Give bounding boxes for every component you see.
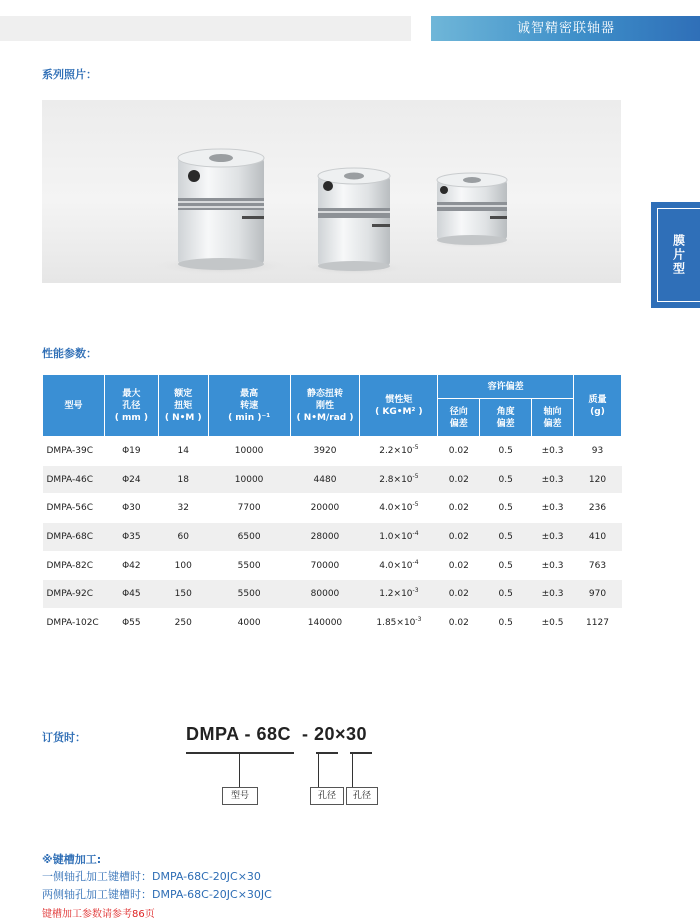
box-model: 型号 bbox=[222, 787, 258, 805]
cell-axial: ±0.3 bbox=[532, 494, 574, 523]
cell-radial: 0.02 bbox=[438, 609, 480, 638]
connector-model bbox=[239, 752, 240, 787]
th-torque: 额定 扭矩 ( N•M ) bbox=[158, 375, 208, 437]
cell-bore: Φ55 bbox=[104, 609, 158, 638]
keyway-line-one-side: 一侧轴孔加工键槽时：DMPA-68C-20JC×30 bbox=[42, 870, 261, 883]
table-row bbox=[43, 494, 622, 523]
cell-stiffness: 70000 bbox=[290, 551, 360, 580]
cell-model: DMPA-56C bbox=[43, 494, 105, 523]
connector-bore1 bbox=[318, 752, 319, 787]
cell-mass: 763 bbox=[574, 551, 622, 580]
cell-mass: 236 bbox=[574, 494, 622, 523]
underline-model bbox=[186, 752, 294, 754]
keyway-line-two-side: 两侧轴孔加工键槽时：DMPA-68C-20JC×30JC bbox=[42, 888, 272, 901]
th-inertia: 惯性矩 ( KG•M² ) bbox=[360, 375, 438, 437]
cell-speed: 10000 bbox=[208, 465, 290, 494]
cell-model: DMPA-92C bbox=[43, 580, 105, 609]
th-bore: 最大 孔径 ( mm ) bbox=[104, 375, 158, 437]
cell-inertia: $1.85\times 10^{-3}$ bbox=[360, 609, 438, 638]
cell-bore: Φ45 bbox=[104, 580, 158, 609]
cell-torque: 100 bbox=[158, 551, 208, 580]
table-row bbox=[43, 523, 622, 552]
cell-inertia: $1.0\times 10^{-4}$ bbox=[360, 523, 438, 552]
cell-axial: ±0.3 bbox=[532, 465, 574, 494]
cell-axial: ±0.3 bbox=[532, 437, 574, 466]
cell-radial: 0.02 bbox=[438, 494, 480, 523]
cell-inertia: $4.0\times 10^{-5}$ bbox=[360, 494, 438, 523]
order-code: DMPA - 68C - 20×30 bbox=[186, 724, 368, 744]
cell-angular: 0.5 bbox=[480, 494, 532, 523]
coupling-illustration bbox=[42, 100, 621, 283]
cell-model: DMPA-46C bbox=[43, 465, 105, 494]
th-stiffness: 静态扭转 刚性 ( N•M/rad ) bbox=[290, 375, 360, 437]
th-speed: 最高 转速 ( min )⁻¹ bbox=[208, 375, 290, 437]
keyway-title: ※键槽加工: bbox=[42, 853, 102, 866]
cell-axial: ±0.3 bbox=[532, 551, 574, 580]
cell-model: DMPA-102C bbox=[43, 609, 105, 638]
cell-radial: 0.02 bbox=[438, 580, 480, 609]
cell-speed: 6500 bbox=[208, 523, 290, 552]
cell-torque: 60 bbox=[158, 523, 208, 552]
cell-speed: 7700 bbox=[208, 494, 290, 523]
cell-speed: 10000 bbox=[208, 437, 290, 466]
coupling-medium bbox=[318, 168, 390, 271]
cell-angular: 0.5 bbox=[480, 551, 532, 580]
header-title-bar bbox=[431, 16, 700, 41]
cell-axial: ±0.3 bbox=[532, 580, 574, 609]
cell-angular: 0.5 bbox=[480, 580, 532, 609]
connector-bore2 bbox=[352, 752, 353, 787]
cell-inertia: $2.8\times 10^{-5}$ bbox=[360, 465, 438, 494]
cell-inertia: $2.2\times 10^{-5}$ bbox=[360, 437, 438, 466]
side-tab-label: 膜片型 bbox=[657, 208, 700, 302]
cell-axial: ±0.5 bbox=[532, 609, 574, 638]
cell-stiffness: 140000 bbox=[290, 609, 360, 638]
table-row bbox=[43, 551, 622, 580]
table-row bbox=[43, 580, 622, 609]
cell-stiffness: 80000 bbox=[290, 580, 360, 609]
cell-inertia: $1.2\times 10^{-3}$ bbox=[360, 580, 438, 609]
cell-torque: 250 bbox=[158, 609, 208, 638]
underline-bore1 bbox=[316, 752, 338, 754]
keyway-note: 键槽加工参数请参考86页 bbox=[42, 909, 155, 919]
cell-bore: Φ19 bbox=[104, 437, 158, 466]
cell-stiffness: 4480 bbox=[290, 465, 360, 494]
product-photo bbox=[42, 100, 621, 283]
cell-stiffness: 3920 bbox=[290, 437, 360, 466]
th-axial: 轴向 偏差 bbox=[532, 399, 574, 437]
cell-axial: ±0.3 bbox=[532, 523, 574, 552]
cell-radial: 0.02 bbox=[438, 465, 480, 494]
cell-angular: 0.5 bbox=[480, 465, 532, 494]
cell-bore: Φ30 bbox=[104, 494, 158, 523]
cell-inertia: $4.0\times 10^{-4}$ bbox=[360, 551, 438, 580]
cell-stiffness: 28000 bbox=[290, 523, 360, 552]
performance-label: 性能参数： bbox=[42, 347, 97, 360]
cell-stiffness: 20000 bbox=[290, 494, 360, 523]
header-title: 诚智精密联轴器 bbox=[517, 21, 616, 36]
cell-torque: 150 bbox=[158, 580, 208, 609]
box-bore1: 孔径 bbox=[310, 787, 344, 805]
cell-torque: 32 bbox=[158, 494, 208, 523]
cell-mass: 970 bbox=[574, 580, 622, 609]
coupling-large bbox=[178, 149, 264, 270]
cell-model: DMPA-68C bbox=[43, 523, 105, 552]
table-row bbox=[43, 437, 622, 466]
cell-bore: Φ35 bbox=[104, 523, 158, 552]
cell-mass: 93 bbox=[574, 437, 622, 466]
underline-bore2 bbox=[350, 752, 372, 754]
performance-table bbox=[42, 374, 622, 638]
cell-model: DMPA-39C bbox=[43, 437, 105, 466]
cell-radial: 0.02 bbox=[438, 437, 480, 466]
cell-speed: 5500 bbox=[208, 551, 290, 580]
cell-model: DMPA-82C bbox=[43, 551, 105, 580]
cell-torque: 14 bbox=[158, 437, 208, 466]
th-mass: 质量 (g) bbox=[574, 375, 622, 437]
cell-angular: 0.5 bbox=[480, 437, 532, 466]
th-tolerance: 容许偏差 bbox=[438, 375, 574, 399]
cell-bore: Φ24 bbox=[104, 465, 158, 494]
cell-angular: 0.5 bbox=[480, 609, 532, 638]
box-bore2: 孔径 bbox=[346, 787, 378, 805]
cell-torque: 18 bbox=[158, 465, 208, 494]
cell-speed: 4000 bbox=[208, 609, 290, 638]
table-row bbox=[43, 465, 622, 494]
cell-radial: 0.02 bbox=[438, 523, 480, 552]
th-radial: 径向 偏差 bbox=[438, 399, 480, 437]
th-model: 型号 bbox=[43, 375, 105, 437]
cell-mass: 1127 bbox=[574, 609, 622, 638]
ordering-label: 订货时： bbox=[42, 731, 86, 744]
cell-radial: 0.02 bbox=[438, 551, 480, 580]
th-angular: 角度 偏差 bbox=[480, 399, 532, 437]
cell-angular: 0.5 bbox=[480, 523, 532, 552]
cell-bore: Φ42 bbox=[104, 551, 158, 580]
cell-speed: 5500 bbox=[208, 580, 290, 609]
header-bar-left bbox=[0, 16, 411, 41]
table-row bbox=[43, 609, 622, 638]
cell-mass: 410 bbox=[574, 523, 622, 552]
coupling-small bbox=[437, 173, 507, 245]
series-photo-label: 系列照片： bbox=[42, 68, 97, 81]
side-tab bbox=[651, 202, 700, 308]
cell-mass: 120 bbox=[574, 465, 622, 494]
performance-table-body bbox=[43, 437, 622, 638]
